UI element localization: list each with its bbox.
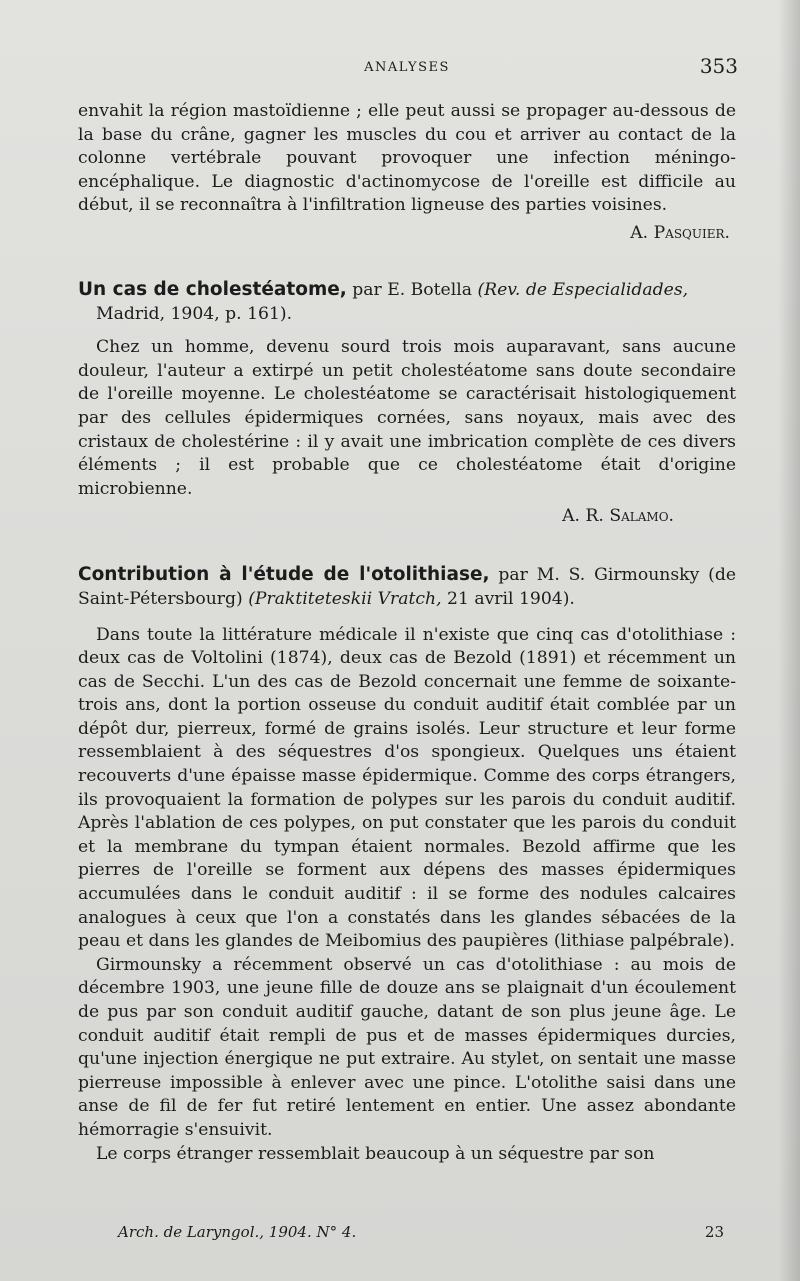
article-paragraph: Le corps étranger ressemblait beaucoup à un séquestre par son (96, 1143, 655, 1164)
page-footer (118, 1223, 724, 1241)
article-title: Un cas de cholestéatome, (78, 278, 347, 300)
page-number: 353 (699, 54, 738, 78)
article-heading-otolithiase (78, 563, 736, 611)
journal-reference: Arch. de Laryngol., 1904. N° 4. (118, 1223, 357, 1241)
page-edge-shadow (778, 0, 800, 1281)
article-byline: par E. Botella (352, 279, 472, 300)
article-paragraph: Dans toute la littérature médicale il n'existe que cinq cas d'otolithiase : deux cas de Voltolini (1874), deux cas de Bezold (1891) et récemment un cas de Secchi. L'un des cas de Bezold concernait une femme de soixante-trois ans, dont la portion osseuse du conduit auditif était comblée par un dépôt dur, pierreux, formé de grains isolés. Leur structure et leur forme ressemblaient à des séquestres d'os spongieux. Quelques uns étaient recouverts d'une épaisse masse épidermique. Comme des corps étrangers, ils provoquaient la formation de polypes sur les parois du conduit auditif. Après l'ablation de ces polypes, on put constater que les parois du conduit et la membrane du tympan étaient normales. Bezold affirme que les pierres de l'oreille se forment aux dépens des masses épidermiques accumulées dans le conduit auditif : il se forme des nodules calcaires analogues à ceux que l'on a constatés dans les glandes sébacées de la peau et dans les glandes de Meibomius des paupières (lithiase palpébrale). (78, 624, 736, 952)
signature-mark: 23 (704, 1223, 724, 1241)
article-reference: 21 avril 1904). (447, 588, 575, 609)
article-title: Contribution à l'étude de l'otolithiase, (78, 564, 490, 586)
article-signature: A. R. Salamo. (562, 506, 674, 527)
article-paragraph: Girmounsky a récemment observé un cas d'otolithiase : au mois de décembre 1903, une jeune fille de douze ans se plaignait d'un écoulement de pus par son conduit auditif gauche, datant de son plus jeune âge. Le conduit auditif était rempli de pus et de masses épidermiques durcies, qu'une injection énergique ne put extraire. Au stylet, on sentait une masse pierreuse impossible à enlever avec une pince. L'otolithe saisi dans une anse de fil de fer fut retiré lentement en entier. Une assez abondante hémorragie s'ensuivit. (78, 954, 736, 1140)
article-reference: Madrid, 1904, p. 161). (96, 303, 293, 324)
continuation-signature: A. Pasquier. (630, 222, 730, 243)
article-body: Chez un homme, devenu sourd trois mois auparavant, sans aucune douleur, l'auteur a extirpé un petit cholestéatome sans doute secondaire de l'oreille moyenne. Le cholestéatome se caractérisait histologiquement par des cellules épidermiques cornées, sans noyaux, mais avec des cristaux de cholestérine : il y avait une imbrication complète de ces divers éléments ; il est probable que ce cholestéatome était d'origine microbienne. (78, 337, 736, 499)
article-byline: par M. S. Girmounsky (de Saint-Pétersbourg) (78, 565, 736, 609)
article-heading-cholesteatome (78, 278, 736, 326)
article-source: (Praktiteteskii Vratch, (248, 588, 442, 609)
continuation-paragraph: envahit la région mastoïdienne ; elle peut aussi se propager au-dessous de la base du crâne, gagner les muscles du cou et arriver au contact de la colonne vertébrale pouvant provoquer une infection méningo-encéphalique. Le diagnostic d'actinomycose de l'oreille est difficile au début, il se reconnaîtra à l'infiltration ligneuse des parties voisines. (78, 101, 736, 216)
article-source: (Rev. de Especialidades, (477, 279, 689, 300)
running-title: ANALYSES (364, 60, 450, 75)
running-header (78, 50, 736, 78)
